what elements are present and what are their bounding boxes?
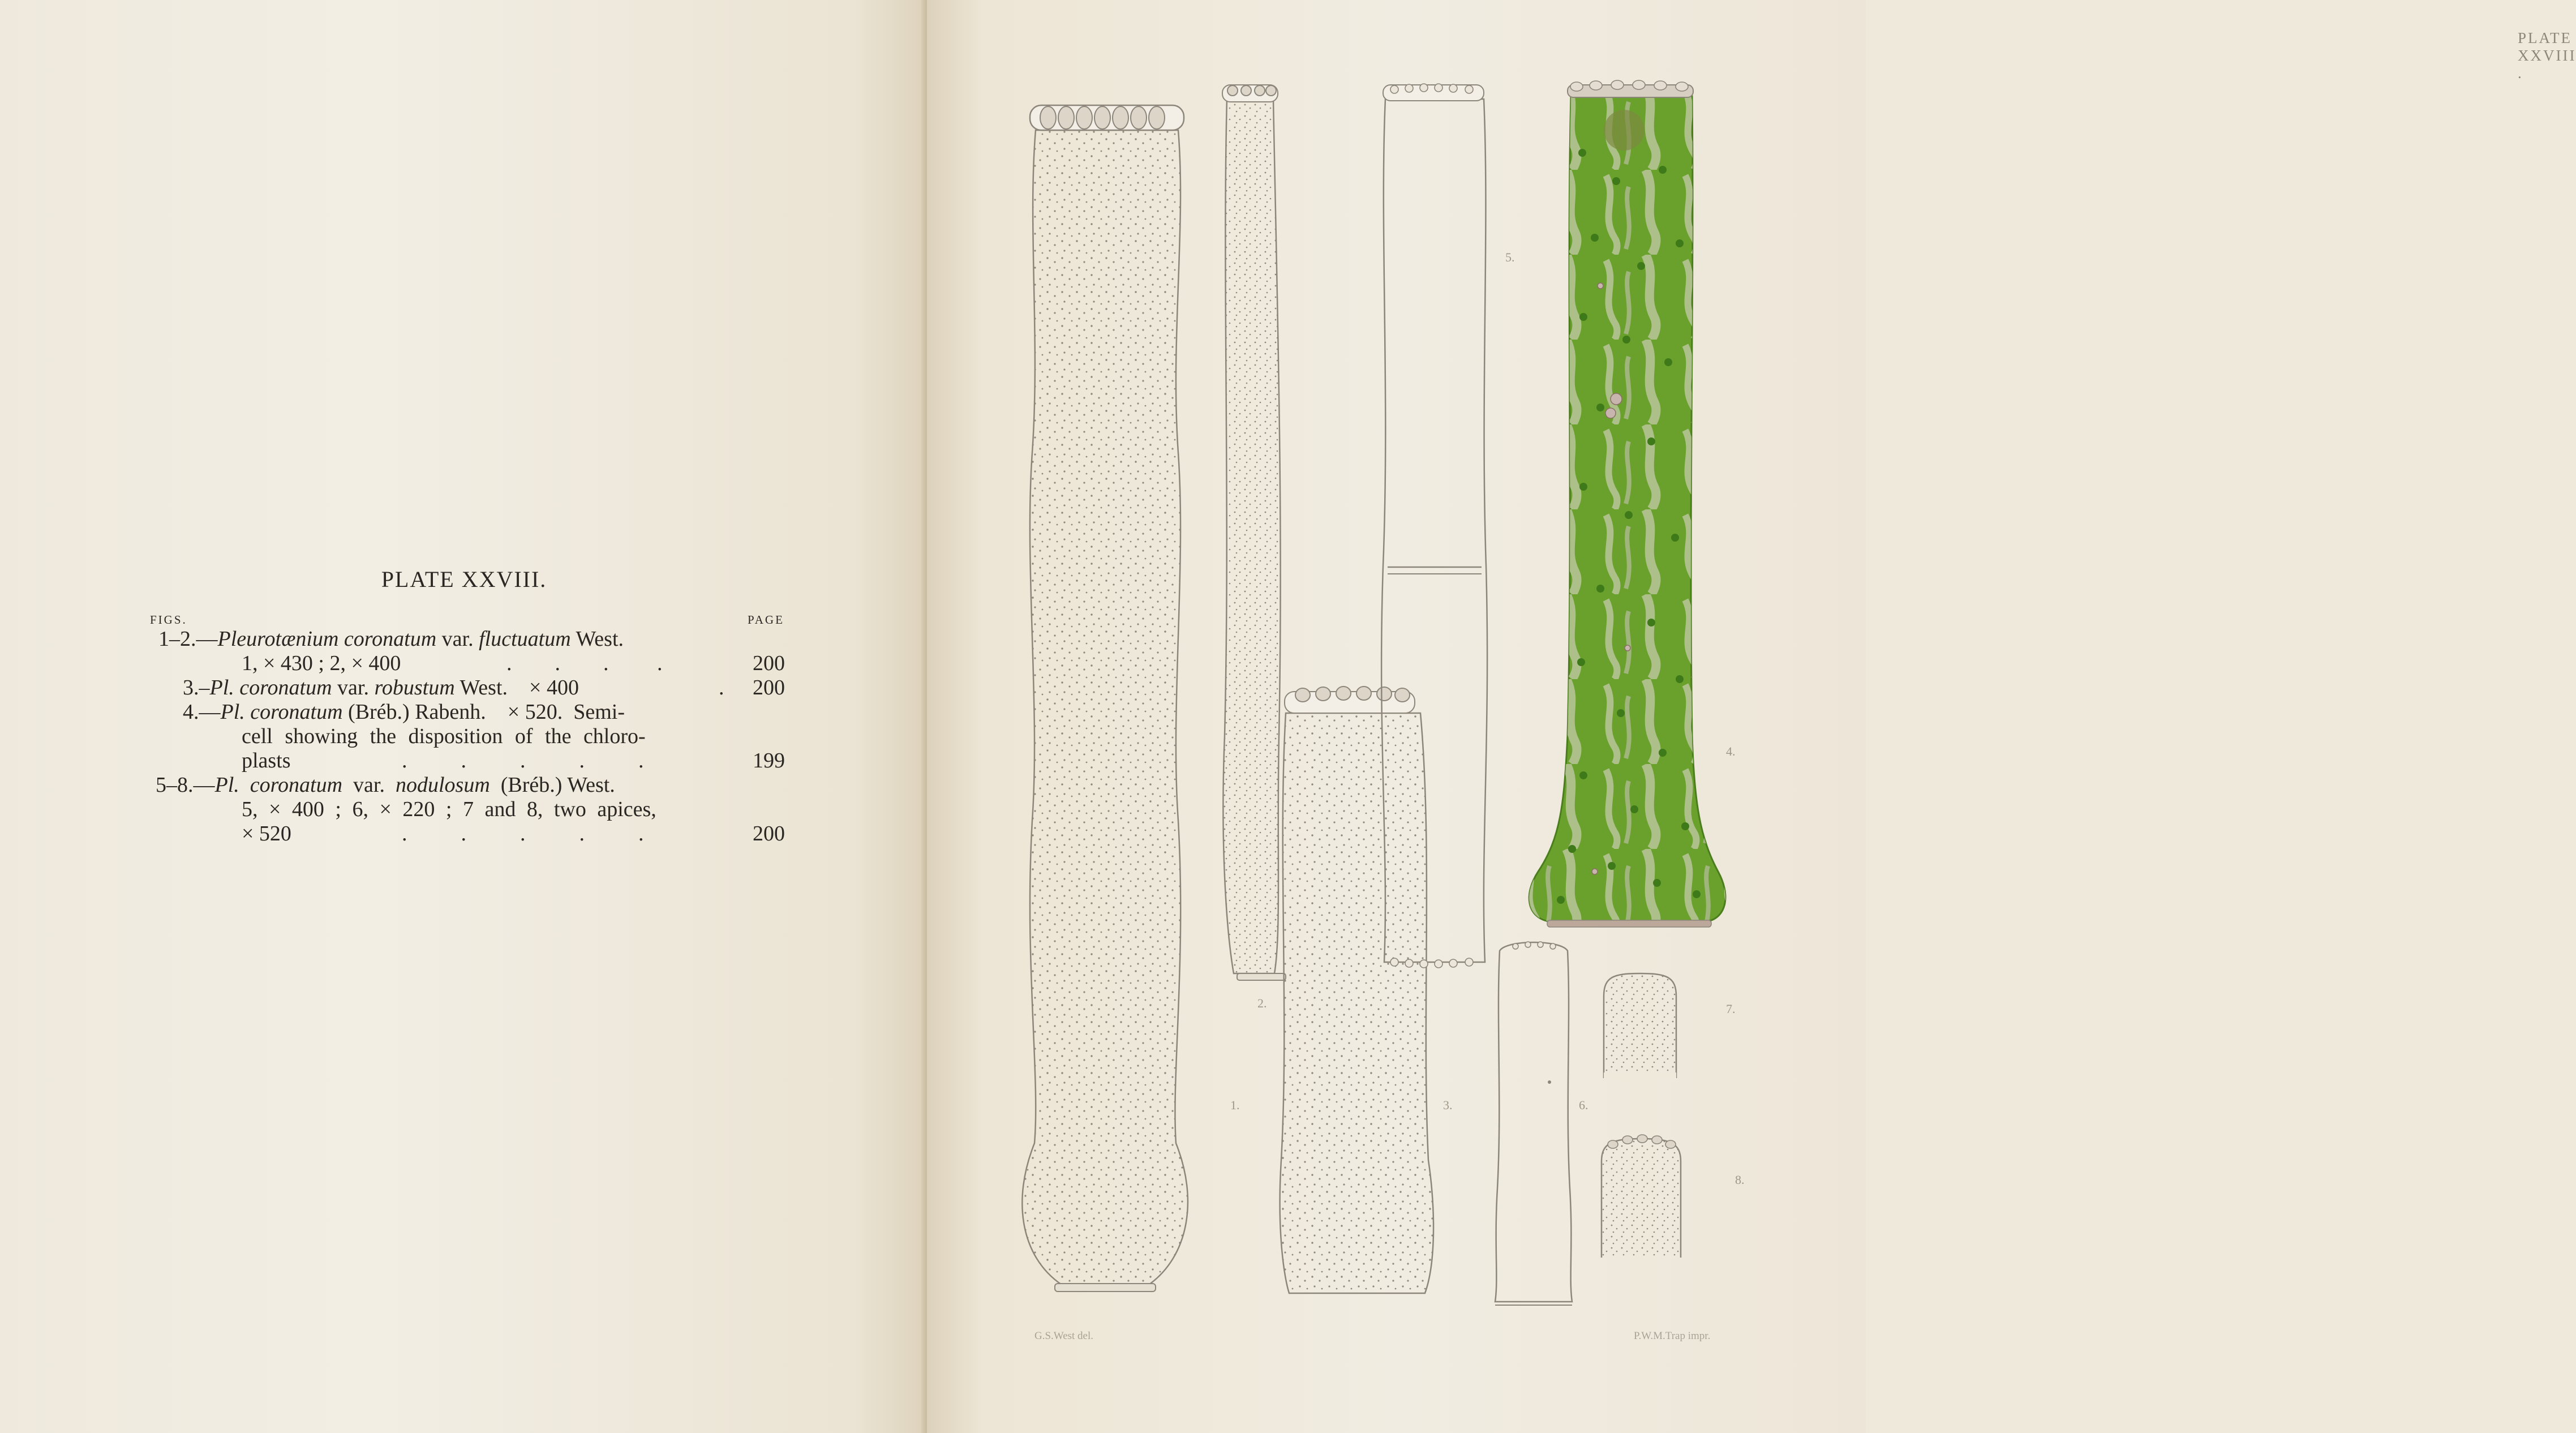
legend-line — [144, 700, 789, 724]
plate-heading: PLATE XXVIII. — [381, 567, 547, 592]
magnification: × 520. — [507, 700, 563, 724]
legend-line — [144, 724, 789, 749]
figure-2-cell — [1222, 85, 1286, 980]
figure-number-3: 3. — [1443, 1098, 1453, 1112]
legend-line — [144, 749, 789, 773]
figure-range: 5–8.— — [156, 773, 215, 797]
leader-dots: . — [719, 676, 724, 700]
continuation-text: Semi- — [573, 700, 625, 724]
page-number: 200 — [753, 651, 785, 675]
genus-name: Pl. — [209, 676, 234, 700]
variety-word: var. — [353, 773, 385, 797]
authority: West. — [576, 627, 624, 651]
figure-legend — [144, 627, 789, 846]
leader-dots: . . . . — [506, 651, 663, 675]
figs-column-header: FIGS. — [150, 613, 187, 627]
draughtsman-credit: G.S.West del. — [1034, 1330, 1094, 1342]
variety-word: var. — [441, 627, 474, 651]
legend-entry-5-8 — [144, 773, 789, 846]
figure-8-cell — [1602, 1135, 1681, 1258]
plate-page — [927, 0, 2576, 1433]
figure-number-1: 1. — [1230, 1098, 1240, 1112]
genus-name: Pl. — [214, 773, 239, 797]
variety-epithet: fluctuatum — [479, 627, 571, 651]
legend-page — [0, 0, 927, 1433]
description-text: plasts — [242, 749, 291, 773]
variety-epithet: robustum — [374, 676, 455, 700]
authority: (Bréb.) West. — [500, 773, 615, 797]
variety-epithet: nodulosum — [395, 773, 490, 797]
figure-number-2: 2. — [1257, 996, 1267, 1010]
figure-6-cell — [1495, 942, 1572, 1305]
genus-name: Pleurotænium — [217, 627, 339, 651]
page-number: 199 — [753, 749, 785, 773]
figure-3-cell — [1280, 687, 1433, 1293]
page-column-header: PAGE — [748, 613, 784, 627]
figure-number-8: 8. — [1735, 1173, 1745, 1187]
leader-dots: . . . . . — [402, 822, 644, 846]
legend-line — [144, 773, 789, 797]
magnification-text: 1, × 430 ; 2, × 400 — [242, 651, 401, 675]
figure-7-cell — [1604, 973, 1676, 1079]
figure-4-cell — [1529, 80, 1725, 927]
legend-line — [144, 627, 789, 651]
species-name: coronatum — [344, 627, 437, 651]
figure-number-7: 7. — [1726, 1002, 1736, 1016]
leader-dots: . . . . . — [402, 749, 644, 773]
genus-name: Pl. — [220, 700, 245, 724]
legend-line — [144, 797, 789, 822]
page-number: 200 — [753, 676, 785, 700]
species-name: coronatum — [250, 773, 343, 797]
magnification-text: × 520 — [242, 822, 291, 846]
figure-range: 3.– — [183, 676, 210, 700]
figure-number-6: 6. — [1579, 1098, 1588, 1112]
plate-label: PLATE XXVIII . — [2518, 29, 2576, 81]
legend-line — [144, 676, 789, 700]
page-number: 200 — [753, 822, 785, 846]
figure-1-cell — [1022, 105, 1188, 1292]
legend-entry-1-2 — [144, 627, 789, 676]
plate-illustration — [927, 0, 1866, 1433]
printer-credit: P.W.M.Trap impr. — [1634, 1330, 1711, 1342]
legend-line — [144, 651, 789, 676]
variety-word: var. — [337, 676, 369, 700]
figure-range: 4.— — [183, 700, 221, 724]
species-name: coronatum — [239, 676, 332, 700]
magnification-text: 5, × 400 ; 6, × 220 ; 7 and 8, two apices, — [242, 797, 656, 821]
figure-number-5: 5. — [1505, 250, 1515, 264]
description-text: cell showing the disposition of the chloro- — [242, 724, 646, 748]
legend-line — [144, 822, 789, 846]
legend-entry-4 — [144, 700, 789, 773]
figure-range: 1–2.— — [158, 627, 218, 651]
legend-entry-3 — [144, 676, 789, 700]
magnification: × 400 — [529, 676, 579, 700]
authority: (Bréb.) Rabenh. — [348, 700, 486, 724]
species-name: coronatum — [250, 700, 343, 724]
authority: West. — [460, 676, 508, 700]
figure-number-4: 4. — [1726, 744, 1736, 758]
